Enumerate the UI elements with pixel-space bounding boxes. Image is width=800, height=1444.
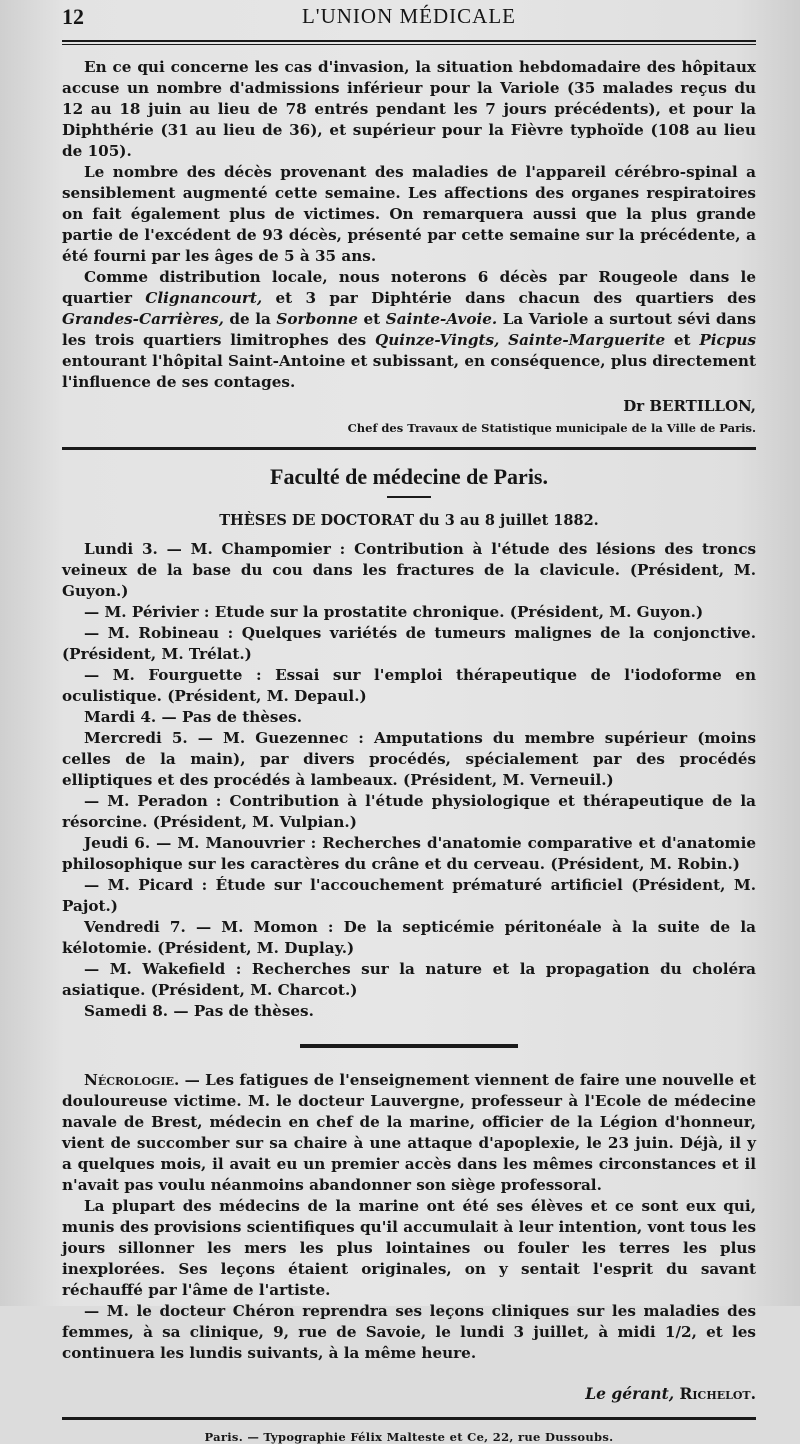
statistics-section bbox=[62, 57, 756, 439]
thesis-entry: Mardi 4. — Pas de thèses. bbox=[84, 708, 302, 726]
necrology-section bbox=[62, 1070, 756, 1364]
thesis-entry: Samedi 8. — Pas de thèses. bbox=[84, 1002, 314, 1020]
necrology-paragraph: Nécrologie. — Les fatigues de l'enseignement viennent de faire une nouvelle et douloureuse victime. M. le docteur Lauvergne, professeur à l'Ecole de médecine navale de Brest, médecin en chef de la marine, officier de la Légion d'honneur, vient de succomber sur sa chaire à une attaque d'apoplexie, le 23 juin. Déjà, il y a quelques mois, il avait eu un premier accès dans les mêmes circonstances et il n'avait pas voulu néanmoins abandonner son siège professoral. bbox=[62, 1071, 756, 1194]
statistics-paragraph: Comme distribution locale, nous noterons 6 décès par Rougeole dans le quartier Clignancourt, et 3 par Diphtérie dans chacun des quartiers des Grandes-Carrières, de la Sorbonne et Sainte-Avoie. La Variole a surtout sévi dans les trois quartiers limitrophes des Quinze-Vingts, Sainte-Marguerite et Picpus entourant l'hôpital Saint-Antoine et subissant, en conséquence, plus directement l'influence de ses contages. bbox=[62, 268, 756, 391]
gerant-name: Richelot. bbox=[679, 1384, 756, 1403]
thesis-entry: — M. Picard : Étude sur l'accouchement prématuré artificiel (Président, M. Pajot.) bbox=[62, 876, 756, 915]
thesis-entry: Lundi 3. — M. Champomier : Contribution à l'étude des lésions des troncs veineux de la base du cou dans les fractures de la clavicule. (Président, M. Guyon.) bbox=[62, 540, 756, 600]
mid-rule bbox=[300, 1044, 518, 1048]
thesis-entry: Mercredi 5. — M. Guezennec : Amputations du membre supérieur (moins celles de la main), par divers procédés, spécialement par des procédés elliptiques et des procédés à lambeaux. (Président, M. Verneuil.) bbox=[62, 729, 756, 789]
page-number: 12 bbox=[62, 4, 84, 29]
thesis-entry: — M. Robineau : Quelques variétés de tumeurs malignes de la conjonctive. (Président, M. Trélat.) bbox=[62, 624, 756, 663]
printer-imprint: Paris. — Typographie Félix Malteste et Ce, 22, rue Dussoubs. bbox=[204, 1430, 614, 1444]
necrology-paragraph: — M. le docteur Chéron reprendra ses leçons cliniques sur les maladies des femmes, à sa clinique, 9, rue de Savoie, le lundi 3 juillet, à midi 1/2, et les continuera les lundis suivants, à la même heure. bbox=[62, 1302, 756, 1362]
thesis-entry: — M. Fourguette : Essai sur l'emploi thérapeutique de l'iodoforme en oculistique. (Président, M. Depaul.) bbox=[62, 666, 756, 705]
gerant-label: Le gérant, bbox=[585, 1384, 675, 1403]
section-rule bbox=[62, 447, 756, 450]
necrology-paragraph: La plupart des médecins de la marine ont été ses élèves et ce sont eux qui, munis des provisions scientifiques qu'il accumulait à leur intention, vont tous les jours sillonner les mers les plus lointaines ou fouler les terres les plus inexplorées. Ses leçons étaient originales, on y sentait l'esprit du savant réchauffé par l'âme de l'artiste. bbox=[62, 1197, 756, 1299]
signature-block bbox=[62, 395, 756, 439]
gerant-line bbox=[62, 1384, 756, 1403]
journal-title: L'UNION MÉDICALE bbox=[301, 4, 516, 28]
necrology-label: Nécrologie. bbox=[84, 1071, 180, 1089]
statistics-paragraph: Le nombre des décès provenant des maladies de l'appareil cérébro-spinal a sensiblement augmenté cette semaine. Les affections des organes respiratoires on fait également plus de victimes. On remarquera aussi que la plus grande partie de l'excédent de 93 décès, présenté par cette semaine sur la précédente, a été fourni par les âges de 5 à 35 ans. bbox=[62, 163, 756, 265]
header-rule bbox=[62, 40, 756, 45]
signature-name: Dr BERTILLON, bbox=[623, 397, 756, 415]
thesis-entry: — M. Wakefield : Recherches sur la nature et la propagation du choléra asiatique. (Président, M. Charcot.) bbox=[62, 960, 756, 999]
thesis-entry: — M. Périvier : Etude sur la prostatite chronique. (Président, M. Guyon.) bbox=[84, 603, 704, 621]
statistics-paragraph: En ce qui concerne les cas d'invasion, la situation hebdomadaire des hôpitaux accuse un nombre d'admissions inférieur pour la Variole (35 malades reçus du 12 au 18 juin au lieu de 78 entrés pendant les 7 jours précédents), et pour la Diphthérie (31 au lieu de 36), et supérieur pour la Fièvre typhoïde (108 au lieu de 105). bbox=[62, 58, 756, 160]
theses-heading: THÈSES DE DOCTORAT du 3 au 8 juillet 1882. bbox=[219, 512, 599, 529]
running-head bbox=[62, 0, 756, 40]
theses-list bbox=[62, 539, 756, 1022]
faculty-title: Faculté de médecine de Paris. bbox=[270, 464, 548, 489]
thesis-entry: — M. Peradon : Contribution à l'étude physiologique et thérapeutique de la résorcine. (Président, M. Vulpian.) bbox=[62, 792, 756, 831]
short-rule bbox=[387, 496, 431, 498]
thesis-entry: Jeudi 6. — M. Manouvrier : Recherches d'anatomie comparative et d'anatomie philosophique sur les caractères du crâne et du cerveau. (Président, M. Robin.) bbox=[62, 834, 756, 873]
footer-rule bbox=[62, 1417, 756, 1420]
signature-title: Chef des Travaux de Statistique municipale de la Ville de Paris. bbox=[347, 421, 756, 435]
thesis-entry: Vendredi 7. — M. Momon : De la septicémie péritonéale à la suite de la kélotomie. (Président, M. Duplay.) bbox=[62, 918, 756, 957]
